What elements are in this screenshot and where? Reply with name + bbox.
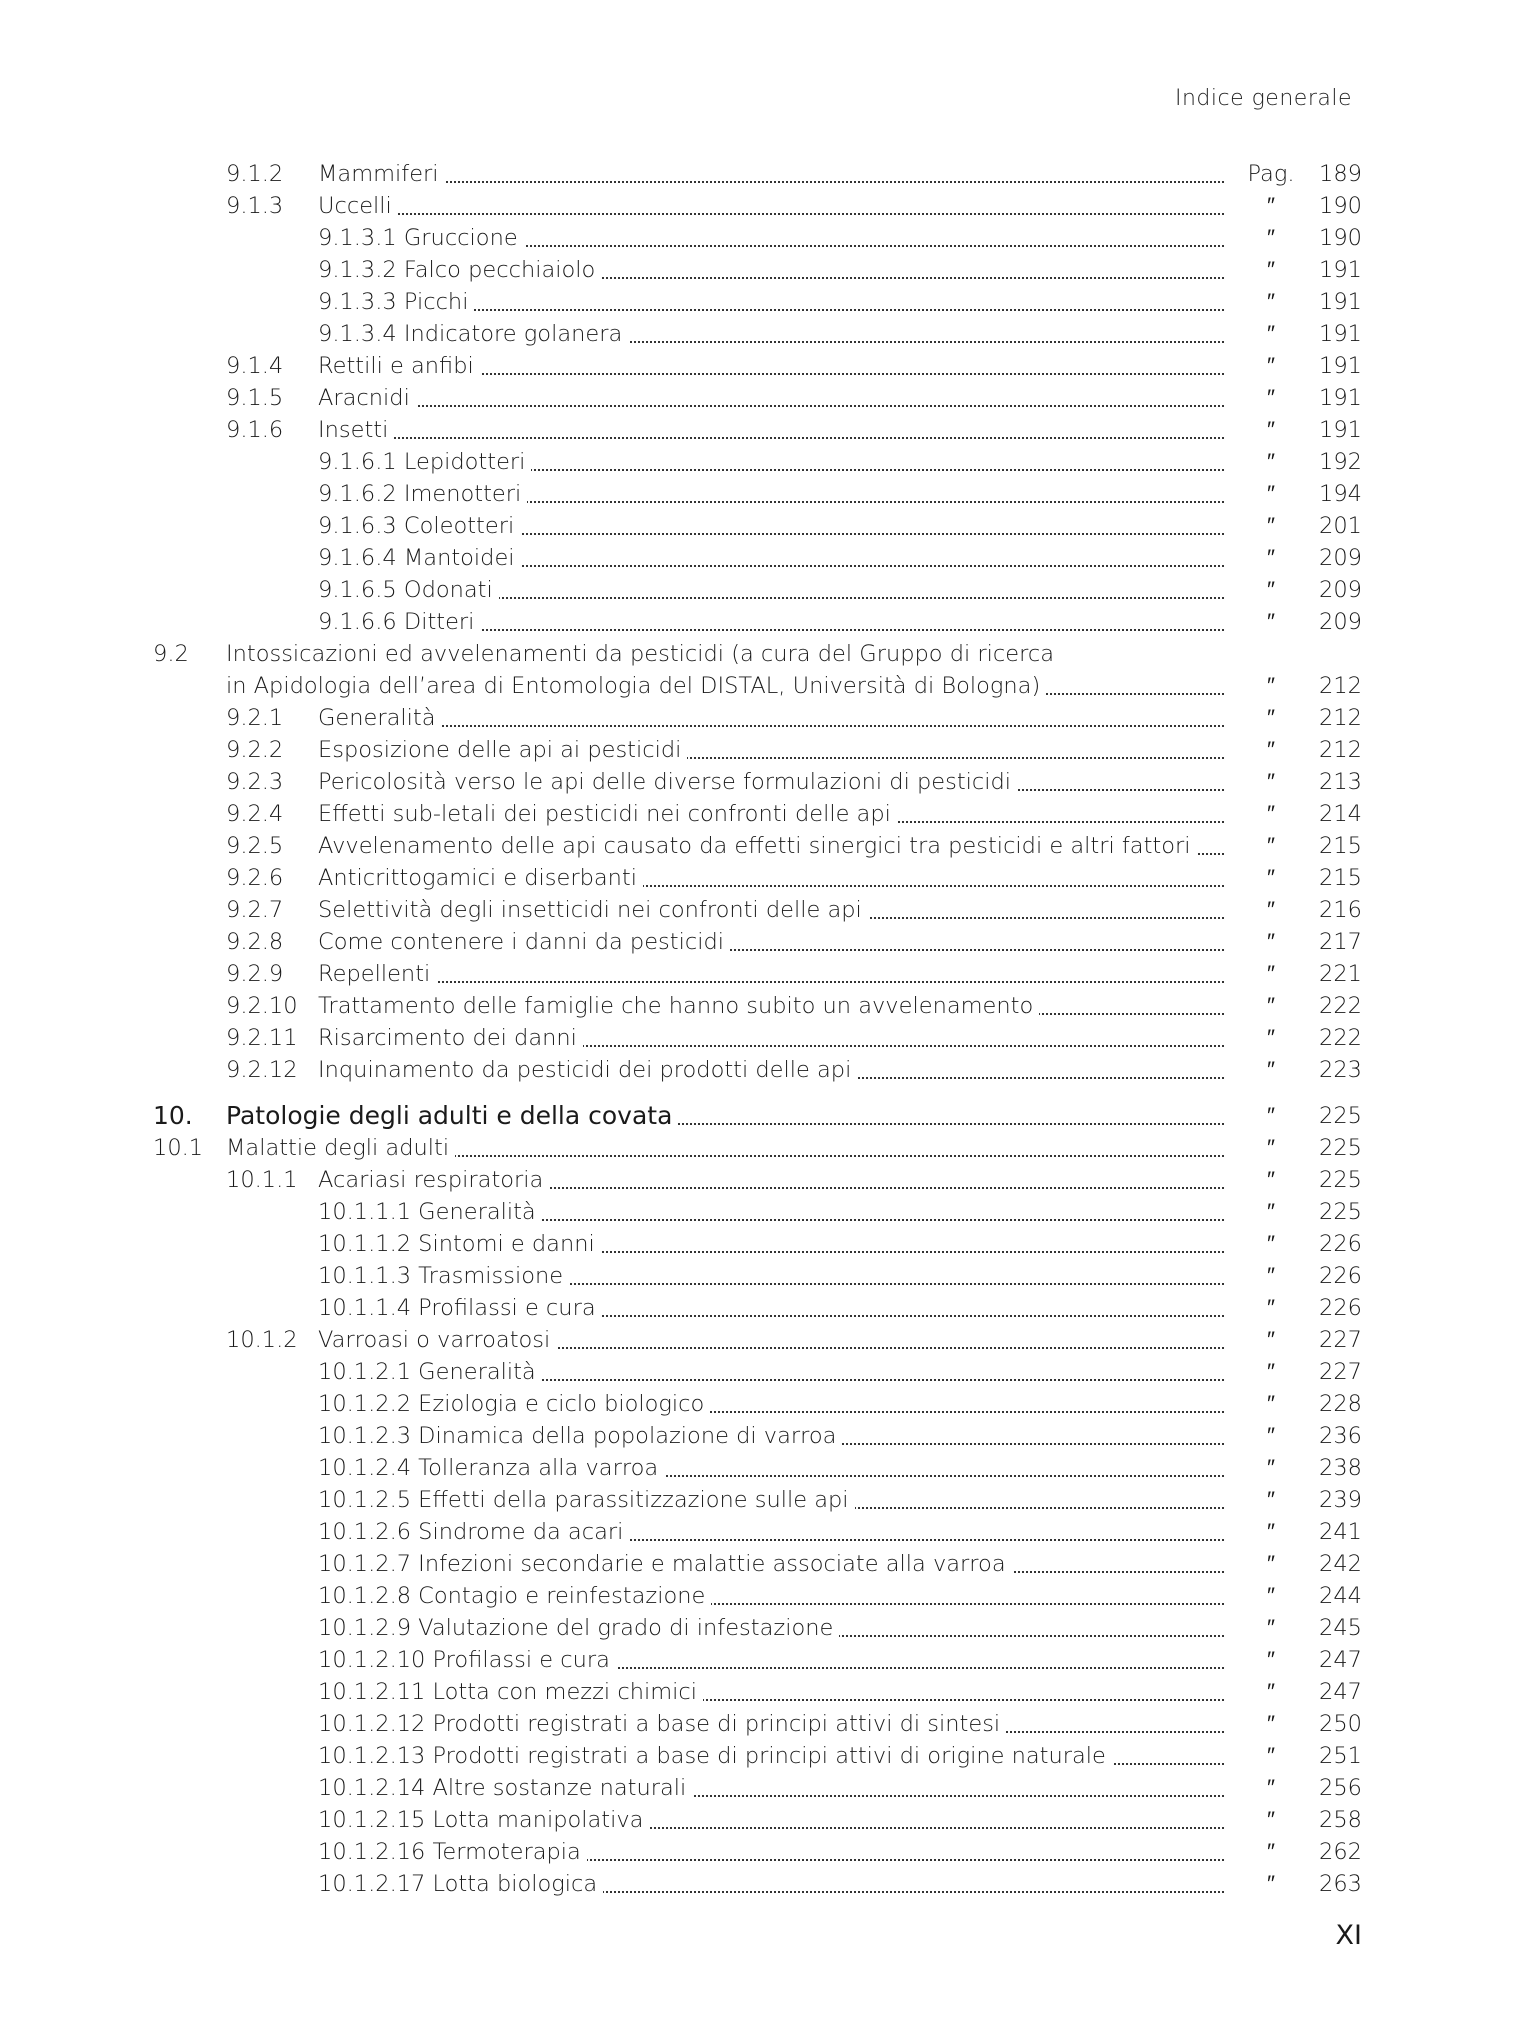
toc-entry (0, 1100, 1538, 1132)
toc-entry-number: 9.2.4 (226, 801, 284, 827)
toc-entry-text: 10.1.2.14 Altre sostanze naturali (318, 1775, 692, 1801)
toc-entry-title (318, 382, 1224, 414)
toc-entry-page: 245 (1319, 1615, 1362, 1641)
toc-entry-page-prefix: ″ (1267, 1679, 1275, 1705)
toc-entry-title (318, 702, 1224, 734)
toc-entry-title (318, 1196, 1224, 1228)
toc-entry-page: 216 (1319, 897, 1362, 923)
toc-entry-title (318, 1484, 1224, 1516)
toc-entry-text: Patologie degli adulti e della covata (226, 1101, 678, 1130)
toc-entry-title (318, 606, 1224, 638)
toc-entry-page: 191 (1319, 353, 1362, 379)
toc-entry-text: Varroasi o varroatosi (318, 1327, 556, 1353)
toc-entry (0, 1676, 1538, 1708)
page-number: XI (1335, 1920, 1362, 1951)
toc-entry-page-prefix: ″ (1267, 1327, 1275, 1353)
toc-entry-page-prefix: ″ (1267, 1647, 1275, 1673)
toc-entry-number: 9.2.11 (226, 1025, 298, 1051)
toc-entry-title (318, 1054, 1224, 1086)
toc-entry-page: 251 (1319, 1743, 1362, 1769)
dot-leader (318, 405, 1224, 407)
toc-entry-text: 9.1.6.4 Mantoidei (318, 545, 521, 571)
toc-entry-page-prefix: ″ (1267, 1423, 1275, 1449)
toc-entry-text: Avvelenamento delle api causato da effetti sinergici tra pesticidi e altri fattori (318, 833, 1197, 859)
toc-entry-title (318, 1324, 1224, 1356)
toc-entry-page: 242 (1319, 1551, 1362, 1577)
toc-entry-page-prefix: ″ (1267, 1711, 1275, 1737)
toc-entry-page: 228 (1319, 1391, 1362, 1417)
toc-entry-text: 9.1.6.2 Imenotteri (318, 481, 527, 507)
toc-entry-text: Esposizione delle api ai pesticidi (318, 737, 687, 763)
toc-entry-title (318, 1388, 1224, 1420)
toc-entry (0, 414, 1538, 446)
table-of-contents (0, 158, 1538, 1900)
toc-entry-number: 9.1.4 (226, 353, 284, 379)
toc-entry-text: Repellenti (318, 961, 436, 987)
toc-entry-page-prefix: ″ (1267, 769, 1275, 795)
toc-entry-text: Malattie degli adulti (226, 1135, 455, 1161)
toc-entry-page-prefix: ″ (1267, 385, 1275, 411)
toc-entry-page-prefix: ″ (1267, 1807, 1275, 1833)
toc-entry-title (318, 798, 1224, 830)
toc-entry-page-prefix: ″ (1267, 1775, 1275, 1801)
toc-entry (0, 1548, 1538, 1580)
toc-entry-title (226, 1100, 1224, 1132)
toc-entry (0, 766, 1538, 798)
toc-entry-text: 9.1.3.2 Falco pecchiaiolo (318, 257, 601, 283)
toc-entry-title (318, 1676, 1224, 1708)
toc-entry-title (318, 510, 1224, 542)
toc-entry-page: 225 (1319, 1199, 1362, 1225)
toc-entry-page: 191 (1319, 289, 1362, 315)
toc-entry-page-prefix: ″ (1267, 897, 1275, 923)
toc-entry-page-prefix: ″ (1267, 609, 1275, 635)
toc-entry-page: 191 (1319, 257, 1362, 283)
toc-entry (0, 1740, 1538, 1772)
toc-entry-text: 10.1.2.6 Sindrome da acari (318, 1519, 629, 1545)
toc-entry-page: 256 (1319, 1775, 1362, 1801)
toc-entry (0, 926, 1538, 958)
toc-entry (0, 1836, 1538, 1868)
toc-entry-title (318, 1420, 1224, 1452)
toc-entry-page-prefix: ″ (1267, 833, 1275, 859)
toc-entry-page-prefix: ″ (1267, 545, 1275, 571)
toc-entry-page: 215 (1319, 865, 1362, 891)
toc-entry-page: 241 (1319, 1519, 1362, 1545)
toc-entry-number: 9.2.5 (226, 833, 284, 859)
toc-entry-page: 247 (1319, 1679, 1362, 1705)
toc-entry-text: Anticrittogamici e diserbanti (318, 865, 643, 891)
toc-entry-title (318, 1708, 1224, 1740)
toc-entry-page: 214 (1319, 801, 1362, 827)
toc-entry-number: 9.1.5 (226, 385, 284, 411)
toc-entry-page-prefix: ″ (1267, 865, 1275, 891)
toc-entry (0, 1484, 1538, 1516)
toc-entry-number: 9.2.10 (226, 993, 298, 1019)
toc-entry-page: 194 (1319, 481, 1362, 507)
toc-entry-text: Aracnidi (318, 385, 416, 411)
toc-entry-title (318, 990, 1224, 1022)
toc-entry (0, 1644, 1538, 1676)
toc-entry-text: 9.1.6.3 Coleotteri (318, 513, 520, 539)
toc-entry (0, 1164, 1538, 1196)
toc-entry-number: 9.1.2 (226, 161, 284, 187)
toc-entry-text: 9.1.6.6 Ditteri (318, 609, 480, 635)
toc-entry-page: 192 (1319, 449, 1362, 475)
toc-entry-page: 191 (1319, 385, 1362, 411)
toc-entry-page-prefix: ″ (1267, 673, 1275, 699)
toc-entry-title (318, 222, 1224, 254)
toc-entry-title (318, 414, 1224, 446)
toc-entry-text: 10.1.1.2 Sintomi e danni (318, 1231, 601, 1257)
toc-entry-page-prefix: ″ (1267, 513, 1275, 539)
toc-entry-title (226, 638, 1060, 670)
toc-entry-page: 247 (1319, 1647, 1362, 1673)
toc-entry (0, 1054, 1538, 1086)
toc-entry-page: 212 (1319, 737, 1362, 763)
toc-entry-number: 9.2.6 (226, 865, 284, 891)
toc-entry-text: 10.1.2.17 Lotta biologica (318, 1871, 603, 1897)
toc-entry-title (226, 1132, 1224, 1164)
toc-entry-page-prefix: ″ (1267, 289, 1275, 315)
toc-entry-page-prefix: ″ (1267, 417, 1275, 443)
toc-entry-title (318, 254, 1224, 286)
toc-entry (0, 702, 1538, 734)
toc-entry-page-prefix: ″ (1267, 1199, 1275, 1225)
toc-entry-number: 10.1.1 (226, 1167, 298, 1193)
toc-entry (0, 1612, 1538, 1644)
toc-entry-title (318, 830, 1224, 862)
toc-entry-title (318, 1740, 1224, 1772)
toc-entry-page-prefix: ″ (1267, 705, 1275, 731)
dot-leader (318, 213, 1224, 215)
toc-entry-page: 212 (1319, 673, 1362, 699)
toc-entry-title (318, 1164, 1224, 1196)
toc-entry-page-prefix: ″ (1267, 1615, 1275, 1641)
toc-entry-title (318, 318, 1224, 350)
toc-entry-text: Uccelli (318, 193, 398, 219)
toc-entry-text: Risarcimento dei danni (318, 1025, 583, 1051)
toc-entry (0, 190, 1538, 222)
toc-entry (0, 1196, 1538, 1228)
toc-entry-page-prefix: ″ (1267, 1871, 1275, 1897)
toc-entry (0, 1292, 1538, 1324)
toc-entry-title (318, 894, 1224, 926)
toc-entry-title (318, 1260, 1224, 1292)
toc-entry-title (318, 734, 1224, 766)
toc-entry (0, 254, 1538, 286)
toc-entry-title (318, 1772, 1224, 1804)
toc-entry-page: 258 (1319, 1807, 1362, 1833)
toc-entry (0, 670, 1538, 702)
toc-entry-title (318, 1612, 1224, 1644)
toc-entry-page-prefix: ″ (1267, 1583, 1275, 1609)
toc-entry-text: Inquinamento da pesticidi dei prodotti delle api (318, 1057, 857, 1083)
toc-entry-text: 9.1.3.3 Picchi (318, 289, 474, 315)
toc-entry-page-prefix: ″ (1267, 353, 1275, 379)
toc-entry (0, 318, 1538, 350)
toc-entry-text: Acariasi respiratoria (318, 1167, 549, 1193)
toc-entry-page-prefix: ″ (1267, 1391, 1275, 1417)
toc-entry-page: 226 (1319, 1231, 1362, 1257)
toc-entry-title (318, 862, 1224, 894)
toc-entry-text: 10.1.2.13 Prodotti registrati a base di principi attivi di origine naturale (318, 1743, 1112, 1769)
toc-entry-text: in Apidologia dell’area di Entomologia del DISTAL, Università di Bologna) (226, 673, 1046, 699)
toc-entry-page-prefix: ″ (1267, 193, 1275, 219)
toc-entry (0, 894, 1538, 926)
toc-entry-text: Trattamento delle famiglie che hanno subito un avvelenamento (318, 993, 1039, 1019)
toc-entry-number: 9.2.3 (226, 769, 284, 795)
toc-entry-title (318, 1804, 1224, 1836)
toc-entry-page: 227 (1319, 1327, 1362, 1353)
toc-entry-title (318, 1022, 1224, 1054)
toc-entry-page-prefix: ″ (1267, 1231, 1275, 1257)
toc-entry (0, 638, 1538, 670)
toc-entry (0, 1228, 1538, 1260)
toc-entry-text: 10.1.1.1 Generalità (318, 1199, 542, 1225)
toc-entry (0, 1708, 1538, 1740)
toc-entry-page-prefix: ″ (1267, 1295, 1275, 1321)
toc-entry-text: 9.1.6.5 Odonati (318, 577, 499, 603)
toc-entry-number: 10.1.2 (226, 1327, 298, 1353)
toc-entry-title (318, 1292, 1224, 1324)
toc-entry (0, 158, 1538, 190)
toc-entry-page: 209 (1319, 609, 1362, 635)
toc-entry (0, 798, 1538, 830)
toc-entry-text: 10.1.1.3 Trasmissione (318, 1263, 569, 1289)
toc-entry-page-prefix: ″ (1267, 1025, 1275, 1051)
toc-entry-page: 225 (1319, 1135, 1362, 1161)
toc-entry (0, 1868, 1538, 1900)
toc-entry-page-prefix: ″ (1267, 1455, 1275, 1481)
toc-entry-title (318, 1836, 1224, 1868)
toc-entry-title (318, 1548, 1224, 1580)
toc-entry-page: 236 (1319, 1423, 1362, 1449)
toc-entry-title (318, 1868, 1224, 1900)
toc-entry-title (318, 446, 1224, 478)
toc-entry (0, 1516, 1538, 1548)
toc-entry-page-prefix: ″ (1267, 993, 1275, 1019)
toc-entry-page-prefix: ″ (1267, 257, 1275, 283)
toc-entry-text: 10.1.2.7 Infezioni secondarie e malattie associate alla varroa (318, 1551, 1012, 1577)
toc-entry-page-prefix: ″ (1267, 961, 1275, 987)
toc-entry (0, 446, 1538, 478)
toc-entry-title (318, 1356, 1224, 1388)
toc-entry-title (318, 350, 1224, 382)
toc-entry-page: 212 (1319, 705, 1362, 731)
toc-entry (0, 1388, 1538, 1420)
toc-entry-number: 9.2.8 (226, 929, 284, 955)
toc-entry (0, 1804, 1538, 1836)
toc-entry-page-prefix: ″ (1267, 1359, 1275, 1385)
dot-leader (318, 981, 1224, 983)
toc-entry-page-prefix: ″ (1267, 1519, 1275, 1545)
toc-entry (0, 286, 1538, 318)
toc-entry (0, 478, 1538, 510)
toc-entry-title (318, 1580, 1224, 1612)
toc-entry-text: 10.1.2.4 Tolleranza alla varroa (318, 1455, 664, 1481)
toc-entry-page: 217 (1319, 929, 1362, 955)
toc-entry-title (318, 1228, 1224, 1260)
toc-entry-page: 201 (1319, 513, 1362, 539)
toc-entry-page: 238 (1319, 1455, 1362, 1481)
toc-entry-title (226, 670, 1224, 702)
toc-entry (0, 1580, 1538, 1612)
toc-entry-page: 262 (1319, 1839, 1362, 1865)
toc-entry-text: 10.1.2.15 Lotta manipolativa (318, 1807, 649, 1833)
toc-entry-title (318, 766, 1224, 798)
toc-entry-number: 9.2.12 (226, 1057, 298, 1083)
toc-entry-text: 9.1.6.1 Lepidotteri (318, 449, 531, 475)
toc-entry (0, 1022, 1538, 1054)
toc-entry-text: Mammiferi (318, 161, 445, 187)
toc-entry (0, 350, 1538, 382)
toc-entry-page: 209 (1319, 545, 1362, 571)
toc-entry-page: 190 (1319, 225, 1362, 251)
toc-entry-title (318, 542, 1224, 574)
toc-entry-page-prefix: ″ (1267, 1263, 1275, 1289)
toc-entry-page: 223 (1319, 1057, 1362, 1083)
toc-entry-title (318, 158, 1224, 190)
toc-entry-text: 10.1.2.2 Eziologia e ciclo biologico (318, 1391, 710, 1417)
toc-entry-title (318, 1644, 1224, 1676)
toc-entry-page: 191 (1319, 321, 1362, 347)
dot-leader (318, 437, 1224, 439)
toc-entry-page: 244 (1319, 1583, 1362, 1609)
toc-entry (0, 510, 1538, 542)
toc-entry-number: 10. (153, 1101, 193, 1130)
toc-entry (0, 958, 1538, 990)
toc-entry-page: 221 (1319, 961, 1362, 987)
toc-entry-page: 263 (1319, 1871, 1362, 1897)
toc-entry-number: 9.2.9 (226, 961, 284, 987)
toc-entry-page: 222 (1319, 993, 1362, 1019)
toc-entry-page-prefix: ″ (1267, 1103, 1275, 1129)
toc-entry-text: 10.1.2.1 Generalità (318, 1359, 542, 1385)
toc-entry-text: 10.1.1.4 Profilassi e cura (318, 1295, 602, 1321)
toc-entry-page: 226 (1319, 1295, 1362, 1321)
toc-entry (0, 734, 1538, 766)
toc-entry (0, 1772, 1538, 1804)
toc-entry-number: 9.1.6 (226, 417, 284, 443)
toc-entry (0, 1452, 1538, 1484)
toc-entry-page: 191 (1319, 417, 1362, 443)
toc-entry (0, 1420, 1538, 1452)
toc-entry-text: Effetti sub-letali dei pesticidi nei confronti delle api (318, 801, 897, 827)
toc-entry-page-prefix: ″ (1267, 1135, 1275, 1161)
toc-entry-page: 209 (1319, 577, 1362, 603)
toc-entry-page-prefix: ″ (1267, 577, 1275, 603)
toc-entry-text: Come contenere i danni da pesticidi (318, 929, 730, 955)
toc-entry-page-prefix: ″ (1267, 1839, 1275, 1865)
toc-entry-page-prefix: ″ (1267, 1487, 1275, 1513)
toc-entry-text: Rettili e anfibi (318, 353, 480, 379)
toc-entry (0, 606, 1538, 638)
toc-entry-page-prefix: ″ (1267, 449, 1275, 475)
toc-entry (0, 222, 1538, 254)
toc-entry (0, 574, 1538, 606)
toc-entry-title (318, 958, 1224, 990)
toc-entry-title (318, 926, 1224, 958)
toc-entry-text: Intossicazioni ed avvelenamenti da pesticidi (a cura del Gruppo di ricerca (226, 641, 1060, 667)
toc-entry-text: 9.1.3.4 Indicatore golanera (318, 321, 628, 347)
toc-entry-title (318, 1452, 1224, 1484)
toc-entry-number: 9.2.2 (226, 737, 284, 763)
toc-entry-title (318, 574, 1224, 606)
toc-entry-page-prefix: ″ (1267, 481, 1275, 507)
toc-entry-text: 10.1.2.8 Contagio e reinfestazione (318, 1583, 711, 1609)
toc-entry-number: 9.2.7 (226, 897, 284, 923)
dot-leader (318, 725, 1224, 727)
toc-entry (0, 542, 1538, 574)
toc-entry-number: 9.1.3 (226, 193, 284, 219)
toc-entry (0, 830, 1538, 862)
toc-entry (0, 862, 1538, 894)
toc-entry-text: 10.1.2.12 Prodotti registrati a base di principi attivi di sintesi (318, 1711, 1006, 1737)
toc-entry-page: 215 (1319, 833, 1362, 859)
toc-entry-number: 9.2 (153, 641, 189, 667)
toc-entry-page-prefix: ″ (1267, 737, 1275, 763)
toc-entry (0, 1324, 1538, 1356)
toc-entry-page-prefix: ″ (1267, 801, 1275, 827)
toc-entry-page: 213 (1319, 769, 1362, 795)
toc-entry-number: 10.1 (153, 1135, 204, 1161)
toc-entry-text: 10.1.2.10 Profilassi e cura (318, 1647, 616, 1673)
toc-entry-page-prefix: ″ (1267, 1551, 1275, 1577)
toc-entry (0, 1260, 1538, 1292)
toc-entry-title (318, 286, 1224, 318)
toc-entry-page: 250 (1319, 1711, 1362, 1737)
toc-entry (0, 382, 1538, 414)
toc-entry-text: Generalità (318, 705, 442, 731)
toc-entry-title (318, 1516, 1224, 1548)
toc-entry-page: 225 (1319, 1103, 1362, 1129)
toc-entry (0, 1356, 1538, 1388)
toc-entry-text: 10.1.2.3 Dinamica della popolazione di varroa (318, 1423, 842, 1449)
toc-entry-page-prefix: ″ (1267, 929, 1275, 955)
toc-entry-page-prefix: Pag. (1247, 161, 1295, 187)
toc-entry-text: 10.1.2.9 Valutazione del grado di infestazione (318, 1615, 839, 1641)
toc-entry-title (318, 190, 1224, 222)
toc-entry-page-prefix: ″ (1267, 225, 1275, 251)
toc-entry-page: 225 (1319, 1167, 1362, 1193)
toc-entry-page-prefix: ″ (1267, 1167, 1275, 1193)
toc-entry-text: 10.1.2.16 Termoterapia (318, 1839, 587, 1865)
toc-entry-text: 10.1.2.11 Lotta con mezzi chimici (318, 1679, 703, 1705)
toc-entry-page: 226 (1319, 1263, 1362, 1289)
toc-entry (0, 1132, 1538, 1164)
toc-entry-text: Insetti (318, 417, 394, 443)
toc-entry-page: 222 (1319, 1025, 1362, 1051)
toc-entry (0, 990, 1538, 1022)
toc-entry-page: 239 (1319, 1487, 1362, 1513)
toc-entry-text: 10.1.2.5 Effetti della parassitizzazione sulle api (318, 1487, 855, 1513)
dot-leader (318, 181, 1224, 183)
toc-entry-page-prefix: ″ (1267, 1057, 1275, 1083)
toc-entry-page-prefix: ″ (1267, 321, 1275, 347)
toc-entry-text: Pericolosità verso le api delle diverse formulazioni di pesticidi (318, 769, 1017, 795)
running-header: Indice generale (1174, 86, 1352, 111)
toc-entry-title (318, 478, 1224, 510)
toc-entry-page: 190 (1319, 193, 1362, 219)
toc-entry-text: Selettività degli insetticidi nei confronti delle api (318, 897, 868, 923)
toc-entry-text: 9.1.3.1 Gruccione (318, 225, 524, 251)
toc-entry-page: 189 (1319, 161, 1362, 187)
toc-entry-number: 9.2.1 (226, 705, 284, 731)
toc-entry-page: 227 (1319, 1359, 1362, 1385)
toc-entry-page-prefix: ″ (1267, 1743, 1275, 1769)
